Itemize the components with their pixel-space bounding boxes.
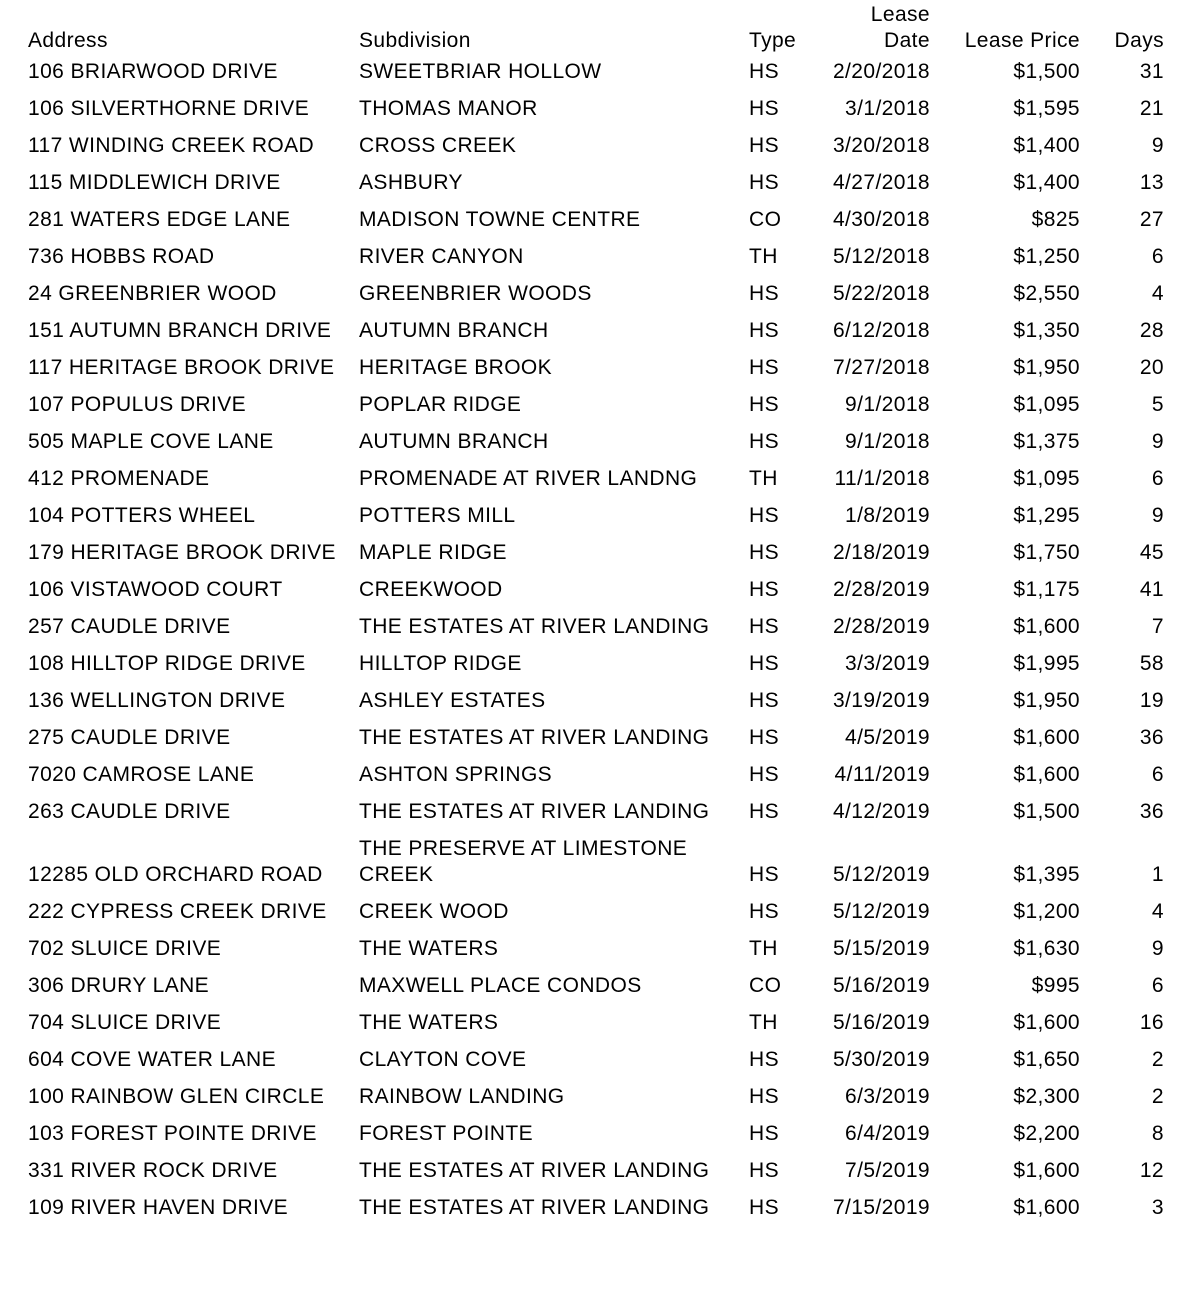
cell-address: 106 SILVERTHORNE DRIVE [28, 97, 310, 120]
cell-type: TH [749, 245, 778, 268]
cell-type: HS [749, 282, 779, 305]
cell-lease-date: 2/28/2019 [832, 578, 930, 601]
cell-days: 36 [1139, 800, 1164, 823]
table-row [24, 968, 1168, 1005]
cell-lease-price: $1,095 [1013, 393, 1080, 416]
cell-type: HS [749, 393, 779, 416]
cell-type: HS [749, 578, 779, 601]
cell-type: HS [749, 726, 779, 749]
table-row [24, 831, 1168, 894]
cell-lease-date: 5/15/2019 [832, 937, 930, 960]
cell-subdivision: THE WATERS [359, 1011, 499, 1034]
cell-subdivision: ASHTON SPRINGS [359, 763, 553, 786]
cell-type: HS [749, 615, 779, 638]
table-row [24, 350, 1168, 387]
header-lease-date [810, 2, 934, 54]
cell-address: 179 HERITAGE BROOK DRIVE [28, 541, 336, 564]
cell-lease-date: 5/12/2019 [832, 863, 930, 886]
cell-type: HS [749, 1159, 779, 1182]
table-row [24, 931, 1168, 968]
cell-lease-price: $1,600 [1013, 1196, 1080, 1219]
cell-days: 12 [1139, 1159, 1164, 1182]
cell-address: 12285 OLD ORCHARD ROAD [28, 863, 323, 886]
cell-subdivision: CLAYTON COVE [359, 1048, 527, 1071]
cell-subdivision: AUTUMN BRANCH [359, 319, 549, 342]
cell-lease-price: $1,500 [1013, 800, 1080, 823]
table-row [24, 1079, 1168, 1116]
cell-address: 109 RIVER HAVEN DRIVE [28, 1196, 289, 1219]
cell-address: 306 DRURY LANE [28, 974, 210, 997]
cell-days: 16 [1139, 1011, 1164, 1034]
cell-subdivision: HERITAGE BROOK [359, 356, 553, 379]
cell-lease-price: $1,600 [1013, 1159, 1080, 1182]
table-row [24, 54, 1168, 91]
cell-lease-date: 4/27/2018 [832, 171, 930, 194]
cell-address: 281 WATERS EDGE LANE [28, 208, 291, 231]
table-row [24, 313, 1168, 350]
cell-days: 28 [1139, 319, 1164, 342]
cell-address: 151 AUTUMN BRANCH DRIVE [28, 319, 332, 342]
cell-type: HS [749, 60, 779, 83]
cell-address: 604 COVE WATER LANE [28, 1048, 277, 1071]
table-row [24, 1116, 1168, 1153]
cell-lease-date: 2/18/2019 [832, 541, 930, 564]
cell-lease-date: 5/30/2019 [832, 1048, 930, 1071]
cell-lease-date: 5/12/2018 [832, 245, 930, 268]
cell-lease-date: 4/5/2019 [845, 726, 930, 749]
cell-address: 117 WINDING CREEK ROAD [28, 134, 315, 157]
cell-days: 45 [1139, 541, 1164, 564]
cell-address: 275 CAUDLE DRIVE [28, 726, 231, 749]
cell-lease-date: 5/16/2019 [832, 1011, 930, 1034]
table-row [24, 1190, 1168, 1227]
cell-subdivision: THE ESTATES AT RIVER LANDING [359, 1196, 710, 1219]
cell-subdivision: CROSS CREEK [359, 134, 517, 157]
cell-lease-price: $1,350 [1013, 319, 1080, 342]
cell-subdivision: GREENBRIER WOODS [359, 282, 592, 305]
cell-days: 19 [1139, 689, 1164, 712]
cell-lease-date: 3/20/2018 [832, 134, 930, 157]
cell-type: HS [749, 1196, 779, 1219]
cell-subdivision: THE ESTATES AT RIVER LANDING [359, 615, 710, 638]
cell-days: 36 [1139, 726, 1164, 749]
cell-days: 3 [1151, 1196, 1164, 1219]
cell-address: 108 HILLTOP RIDGE DRIVE [28, 652, 306, 675]
cell-days: 4 [1151, 282, 1164, 305]
cell-lease-date: 9/1/2018 [845, 393, 930, 416]
cell-lease-date: 7/27/2018 [832, 356, 930, 379]
cell-lease-price: $1,600 [1013, 726, 1080, 749]
cell-days: 41 [1139, 578, 1164, 601]
table-row [24, 757, 1168, 794]
cell-lease-date: 7/5/2019 [845, 1159, 930, 1182]
cell-type: HS [749, 652, 779, 675]
cell-type: HS [749, 504, 779, 527]
cell-lease-price: $1,295 [1013, 504, 1080, 527]
cell-lease-date: 4/12/2019 [832, 800, 930, 823]
table-row [24, 683, 1168, 720]
table-row [24, 1005, 1168, 1042]
cell-lease-price: $2,300 [1013, 1085, 1080, 1108]
cell-lease-date: 2/20/2018 [832, 60, 930, 83]
cell-subdivision: ASHBURY [359, 171, 463, 194]
cell-days: 13 [1139, 171, 1164, 194]
cell-subdivision: PROMENADE AT RIVER LANDNG [359, 467, 698, 490]
cell-days: 1 [1151, 863, 1164, 886]
cell-days: 31 [1139, 60, 1164, 83]
header-lease-price: Lease Price [964, 29, 1080, 52]
cell-days: 5 [1151, 393, 1164, 416]
cell-address: 263 CAUDLE DRIVE [28, 800, 231, 823]
cell-days: 6 [1151, 974, 1164, 997]
table-row [24, 1153, 1168, 1190]
cell-type: HS [749, 763, 779, 786]
table-row [24, 387, 1168, 424]
cell-address: 222 CYPRESS CREEK DRIVE [28, 900, 327, 923]
cell-lease-date: 6/12/2018 [832, 319, 930, 342]
cell-type: HS [749, 1122, 779, 1145]
table-row [24, 794, 1168, 831]
cell-subdivision: MADISON TOWNE CENTRE [359, 208, 641, 231]
cell-lease-price: $1,950 [1013, 689, 1080, 712]
cell-lease-price: $995 [1031, 974, 1080, 997]
cell-address: 412 PROMENADE [28, 467, 210, 490]
cell-type: HS [749, 1048, 779, 1071]
table-row [24, 720, 1168, 757]
cell-days: 21 [1139, 97, 1164, 120]
cell-lease-date: 9/1/2018 [845, 430, 930, 453]
cell-type: HS [749, 430, 779, 453]
cell-address: 736 HOBBS ROAD [28, 245, 215, 268]
cell-type: HS [749, 319, 779, 342]
table-row [24, 276, 1168, 313]
cell-lease-date: 3/3/2019 [845, 652, 930, 675]
cell-subdivision: THE WATERS [359, 937, 499, 960]
header-row [24, 2, 1168, 54]
cell-days: 4 [1151, 900, 1164, 923]
cell-days: 2 [1151, 1048, 1164, 1071]
cell-type: TH [749, 467, 778, 490]
table-body [24, 54, 1168, 1227]
cell-address: 24 GREENBRIER WOOD [28, 282, 277, 305]
cell-type: TH [749, 1011, 778, 1034]
cell-subdivision: HILLTOP RIDGE [359, 652, 522, 675]
cell-subdivision: CREEKWOOD [359, 578, 503, 601]
cell-days: 9 [1151, 430, 1164, 453]
cell-days: 9 [1151, 937, 1164, 960]
cell-lease-date: 7/15/2019 [832, 1196, 930, 1219]
cell-days: 9 [1151, 134, 1164, 157]
cell-subdivision: MAXWELL PLACE CONDOS [359, 974, 642, 997]
cell-lease-price: $1,650 [1013, 1048, 1080, 1071]
table-row [24, 165, 1168, 202]
table-row [24, 424, 1168, 461]
cell-address: 136 WELLINGTON DRIVE [28, 689, 286, 712]
table-row [24, 1042, 1168, 1079]
cell-subdivision: ASHLEY ESTATES [359, 689, 546, 712]
cell-address: 331 RIVER ROCK DRIVE [28, 1159, 278, 1182]
cell-type: HS [749, 900, 779, 923]
table-header [24, 2, 1168, 54]
cell-days: 58 [1139, 652, 1164, 675]
cell-type: HS [749, 171, 779, 194]
cell-type: HS [749, 356, 779, 379]
cell-lease-price: $825 [1031, 208, 1080, 231]
cell-type: HS [749, 863, 779, 886]
cell-days: 6 [1151, 763, 1164, 786]
cell-subdivision: RAINBOW LANDING [359, 1085, 565, 1108]
cell-type: HS [749, 800, 779, 823]
cell-subdivision: THE ESTATES AT RIVER LANDING [359, 1159, 710, 1182]
cell-lease-price: $1,600 [1013, 615, 1080, 638]
cell-address: 100 RAINBOW GLEN CIRCLE [28, 1085, 325, 1108]
table-row [24, 609, 1168, 646]
cell-lease-date: 1/8/2019 [845, 504, 930, 527]
cell-lease-price: $2,550 [1013, 282, 1080, 305]
cell-days: 27 [1139, 208, 1164, 231]
table-row [24, 894, 1168, 931]
cell-days: 7 [1151, 615, 1164, 638]
table-row [24, 572, 1168, 609]
cell-lease-date: 3/19/2019 [832, 689, 930, 712]
table-row [24, 461, 1168, 498]
cell-address: 505 MAPLE COVE LANE [28, 430, 274, 453]
cell-subdivision: RIVER CANYON [359, 245, 524, 268]
cell-lease-date: 11/1/2018 [834, 467, 930, 490]
cell-address: 106 BRIARWOOD DRIVE [28, 60, 278, 83]
cell-lease-date: 6/3/2019 [845, 1085, 930, 1108]
table-row [24, 646, 1168, 683]
cell-days: 6 [1151, 467, 1164, 490]
cell-lease-date: 2/28/2019 [832, 615, 930, 638]
cell-address: 704 SLUICE DRIVE [28, 1011, 222, 1034]
table-row [24, 202, 1168, 239]
header-type: Type [749, 29, 797, 52]
cell-address: 702 SLUICE DRIVE [28, 937, 222, 960]
cell-lease-price: $1,200 [1013, 900, 1080, 923]
cell-subdivision: THE ESTATES AT RIVER LANDING [359, 800, 710, 823]
cell-lease-price: $1,500 [1013, 60, 1080, 83]
header-address: Address [28, 29, 108, 52]
cell-lease-price: $1,395 [1013, 863, 1080, 886]
cell-lease-date: 6/4/2019 [845, 1122, 930, 1145]
cell-lease-price: $1,600 [1013, 1011, 1080, 1034]
cell-address: 104 POTTERS WHEEL [28, 504, 256, 527]
cell-lease-date: 4/11/2019 [834, 763, 930, 786]
cell-address: 106 VISTAWOOD COURT [28, 578, 283, 601]
cell-lease-date: 4/30/2018 [832, 208, 930, 231]
cell-address: 103 FOREST POINTE DRIVE [28, 1122, 317, 1145]
cell-subdivision: POTTERS MILL [359, 504, 516, 527]
cell-lease-date: 5/16/2019 [832, 974, 930, 997]
cell-lease-price: $1,250 [1013, 245, 1080, 268]
cell-lease-price: $1,400 [1013, 134, 1080, 157]
cell-days: 9 [1151, 504, 1164, 527]
cell-subdivision: CREEK WOOD [359, 900, 509, 923]
cell-type: HS [749, 689, 779, 712]
cell-lease-price: $1,175 [1013, 578, 1080, 601]
cell-lease-date: 5/22/2018 [832, 282, 930, 305]
table-row [24, 498, 1168, 535]
cell-lease-price: $2,200 [1013, 1122, 1080, 1145]
cell-lease-price: $1,995 [1013, 652, 1080, 675]
table-row [24, 239, 1168, 276]
header-lease-date-line2: Date [884, 29, 930, 52]
cell-days: 6 [1151, 245, 1164, 268]
header-lease-date-line1: Lease [870, 3, 930, 26]
table-row [24, 91, 1168, 128]
cell-subdivision: MAPLE RIDGE [359, 541, 507, 564]
cell-days: 8 [1151, 1122, 1164, 1145]
cell-address: 7020 CAMROSE LANE [28, 763, 255, 786]
cell-lease-price: $1,630 [1013, 937, 1080, 960]
cell-subdivision: THOMAS MANOR [359, 97, 538, 120]
cell-subdivision: THE PRESERVE AT LIMESTONE CREEK [359, 837, 688, 886]
table-row [24, 128, 1168, 165]
cell-lease-price: $1,095 [1013, 467, 1080, 490]
table-row [24, 535, 1168, 572]
cell-subdivision: AUTUMN BRANCH [359, 430, 549, 453]
cell-address: 117 HERITAGE BROOK DRIVE [28, 356, 335, 379]
cell-lease-price: $1,595 [1013, 97, 1080, 120]
cell-subdivision: FOREST POINTE [359, 1122, 533, 1145]
cell-days: 20 [1139, 356, 1164, 379]
cell-lease-date: 3/1/2018 [845, 97, 930, 120]
header-subdivision: Subdivision [359, 29, 471, 52]
cell-type: HS [749, 97, 779, 120]
cell-address: 115 MIDDLEWICH DRIVE [28, 171, 281, 194]
cell-address: 257 CAUDLE DRIVE [28, 615, 231, 638]
cell-lease-price: $1,375 [1013, 430, 1080, 453]
cell-type: CO [749, 208, 782, 231]
header-days: Days [1114, 29, 1164, 52]
cell-subdivision: SWEETBRIAR HOLLOW [359, 60, 602, 83]
cell-type: HS [749, 541, 779, 564]
cell-type: CO [749, 974, 782, 997]
cell-type: HS [749, 1085, 779, 1108]
cell-lease-price: $1,600 [1013, 763, 1080, 786]
cell-lease-date: 5/12/2019 [832, 900, 930, 923]
cell-lease-price: $1,750 [1013, 541, 1080, 564]
cell-subdivision: POPLAR RIDGE [359, 393, 522, 416]
cell-subdivision: THE ESTATES AT RIVER LANDING [359, 726, 710, 749]
cell-days: 2 [1151, 1085, 1164, 1108]
cell-type: HS [749, 134, 779, 157]
lease-table [24, 2, 1168, 1227]
cell-lease-price: $1,950 [1013, 356, 1080, 379]
cell-lease-price: $1,400 [1013, 171, 1080, 194]
cell-address: 107 POPULUS DRIVE [28, 393, 247, 416]
cell-type: TH [749, 937, 778, 960]
